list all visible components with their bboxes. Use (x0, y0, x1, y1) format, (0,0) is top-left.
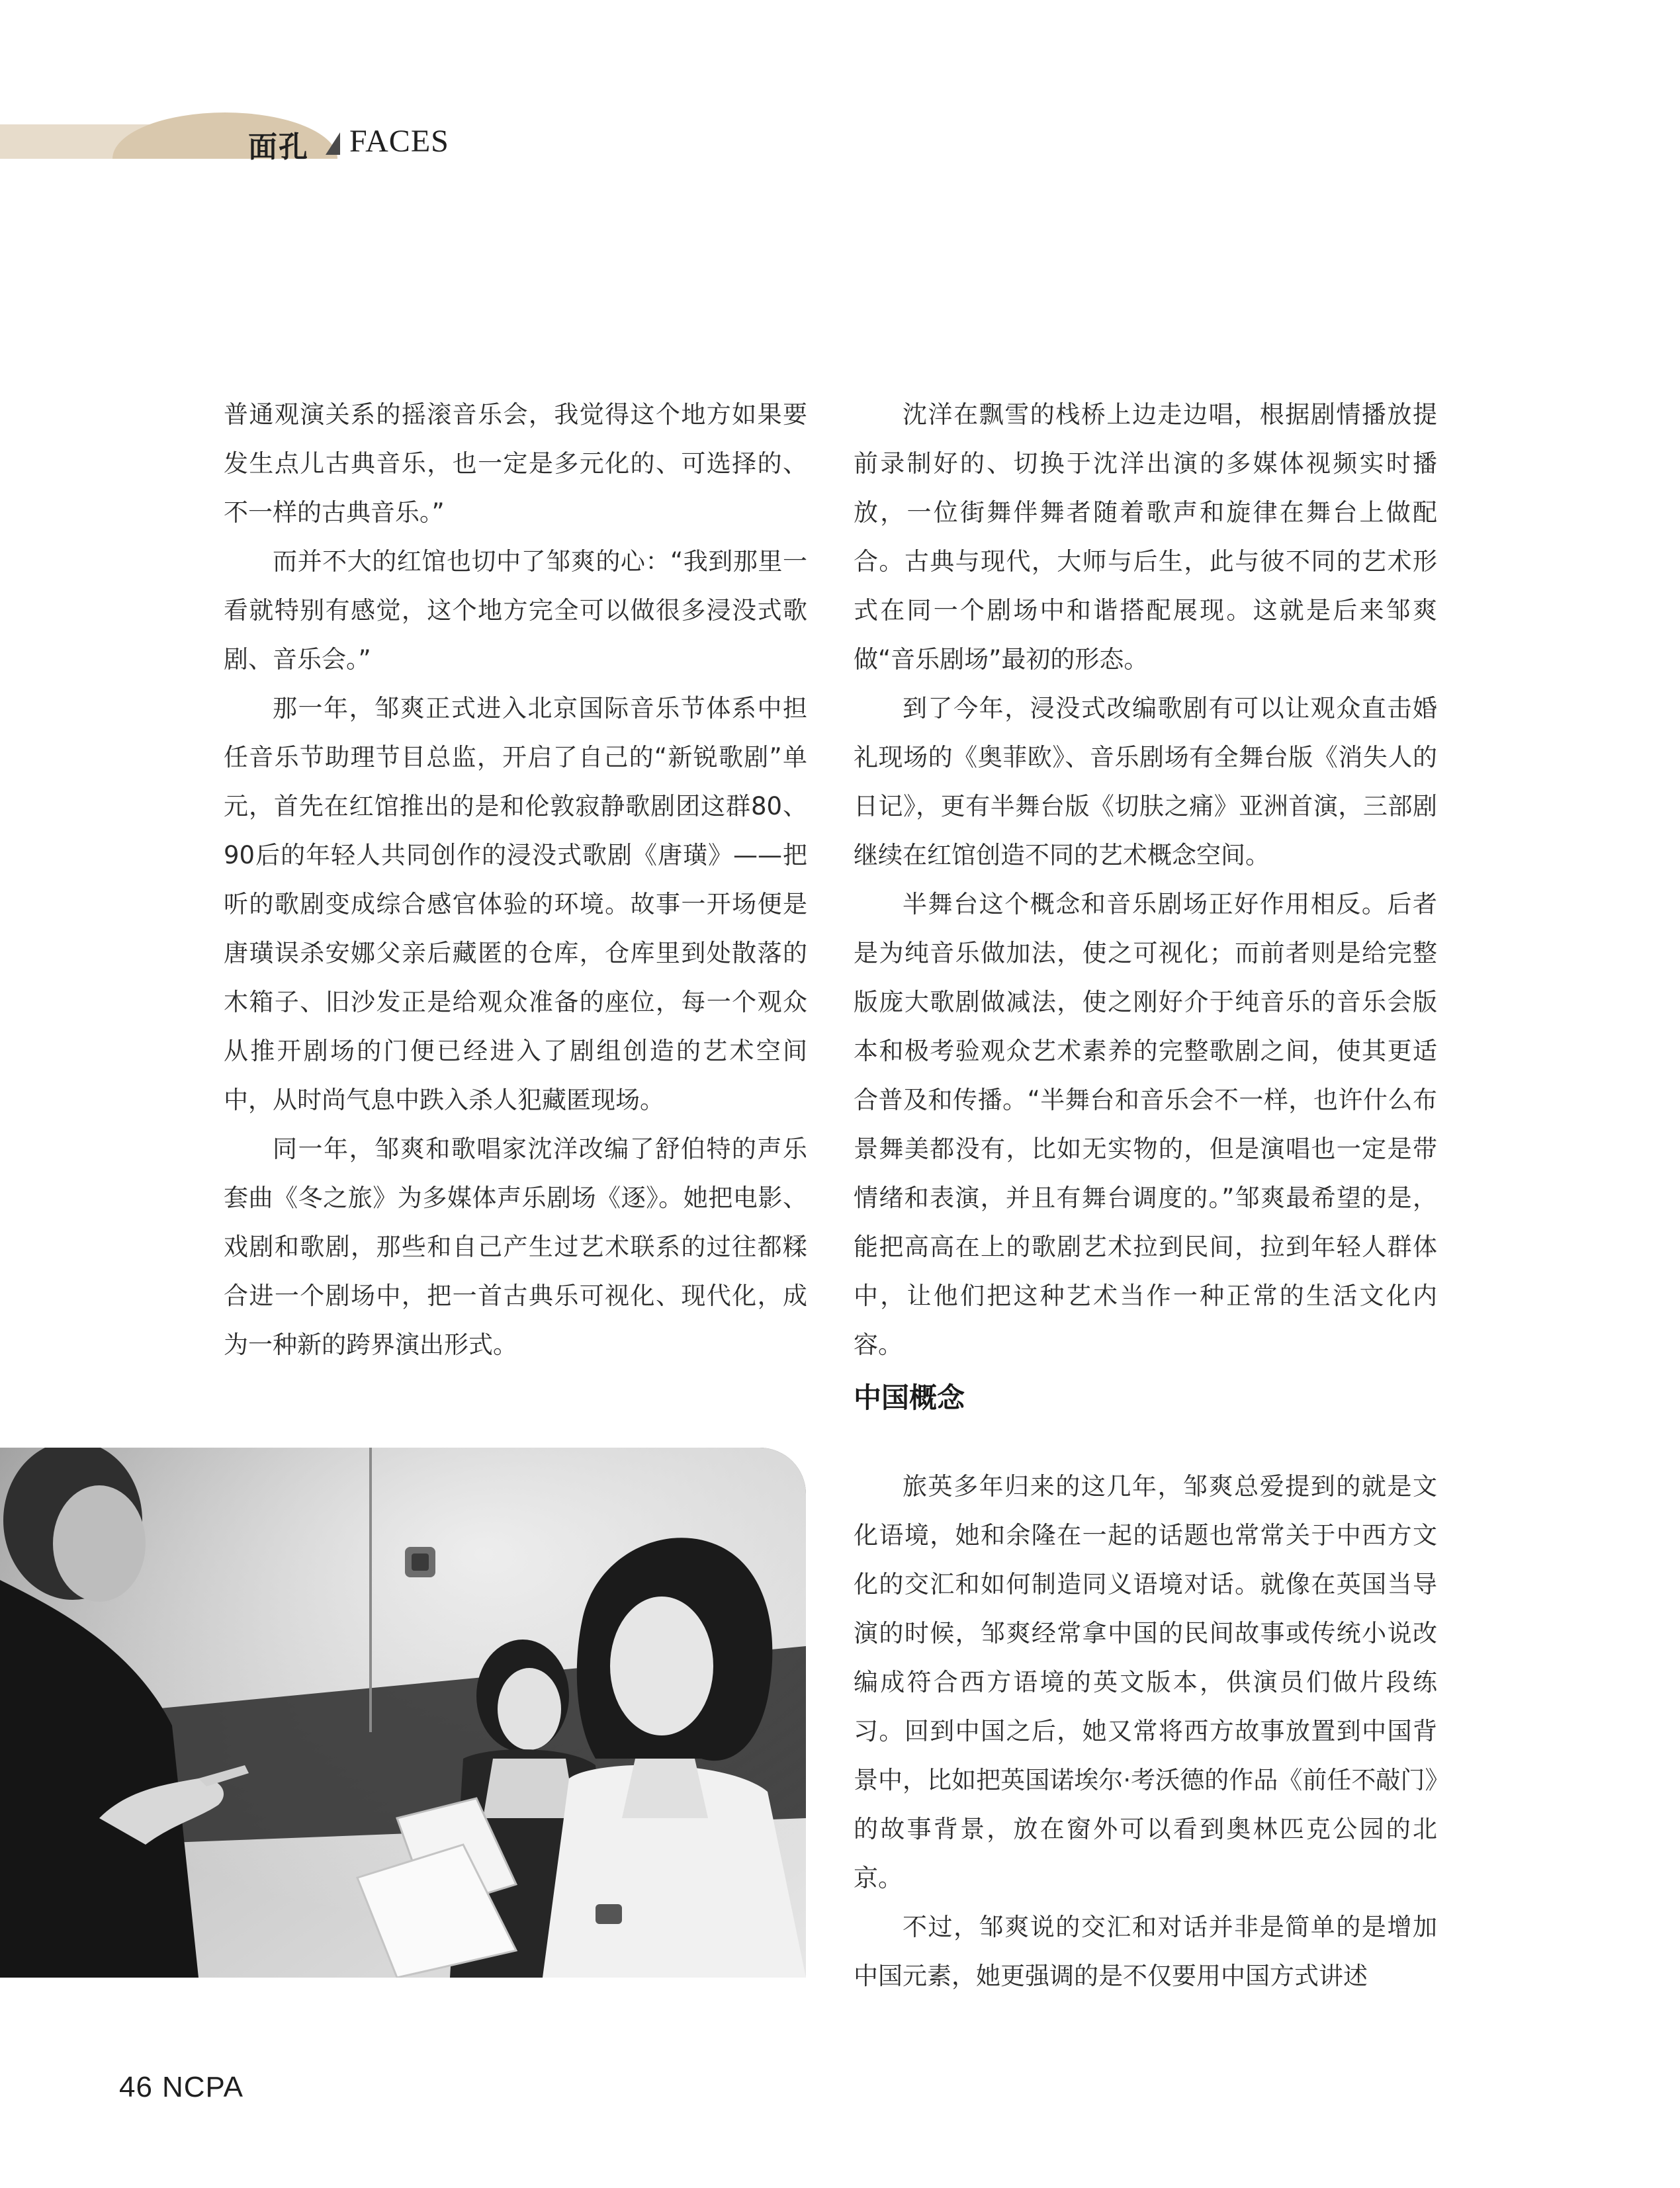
paragraph: 到了今年，浸没式改编歌剧有可以让观众直击婚礼现场的《奥菲欧》、音乐剧场有全舞台版《消失人的日记》，更有半舞台版《切肤之痛》亚洲首演，三部剧继续在红馆创造不同的艺术概念空间。 (854, 694, 1437, 869)
section-title-cn: 面孔 (248, 130, 309, 164)
section-heading: 中国概念 (854, 1381, 965, 1414)
paragraph: 半舞台这个概念和音乐剧场正好作用相反。后者是为纯音乐做加法，使之可视化；而前者则是给完整版庞大歌剧做减法，使之刚好介于纯音乐的音乐会版本和极考验观众艺术素养的完整歌剧之间，使其更适合普及和传播。“半舞台和音乐会不一样，也许什么布景舞美都没有，比如无实物的，但是演唱也一定是带情绪和表演，并且有舞台调度的。”邹爽最希望的是，能把高高在上的歌剧艺术拉到民间，拉到年轻人群体中，让他们把这种艺术当作一种正常的生活文化内容。 (854, 890, 1437, 1359)
paragraph: 普通观演关系的摇滚音乐会，我觉得这个地方如果要发生点儿古典音乐，也一定是多元化的、可选择的、不一样的古典音乐。” (224, 400, 807, 527)
paragraph: 而并不大的红馆也切中了邹爽的心：“我到那里一看就特别有感觉，这个地方完全可以做很多浸没式歌剧、音乐会。” (224, 547, 807, 674)
section-separator (326, 132, 340, 155)
page-number: 46 (119, 2071, 153, 2103)
page-footer (119, 2071, 243, 2104)
paragraph: 不过，邹爽说的交汇和对话并非是简单的是增加中国元素，她更强调的是不仅要用中国方式讲述 (854, 1913, 1437, 1990)
right-text-column-bottom (854, 1462, 1437, 2001)
paragraph: 旅英多年归来的这几年，邹爽总爱提到的就是文化语境，她和余隆在一起的话题也常常关于中西方文化的交汇和如何制造同义语境对话。就像在英国当导演的时候，邹爽经常拿中国的民间故事或传统小说改编成符合西方语境的英文版本，供演员们做片段练习。回到中国之后，她又常将西方故事放置到中国背景中，比如把英国诺埃尔·考沃德的作品《前任不敲门》的故事背景，放在窗外可以看到奥林匹克公园的北京。 (854, 1472, 1437, 1892)
rehearsal-photo (0, 1448, 806, 1978)
paragraph: 那一年，邹爽正式进入北京国际音乐节体系中担任音乐节助理节目总监，开启了自己的“新锐歌剧”单元，首先在红馆推出的是和伦敦寂静歌剧团这群80、90后的年轻人共同创作的浸没式歌剧《唐璜》——把听的歌剧变成综合感官体验的环境。故事一开场便是唐璜误杀安娜父亲后藏匿的仓库，仓库里到处散落的木箱子、旧沙发正是给观众准备的座位，每一个观众从推开剧场的门便已经进入了剧组创造的艺术空间中，从时尚气息中跌入杀人犯藏匿现场。 (224, 694, 807, 1114)
left-text-column (224, 390, 807, 1370)
magazine-name: NCPA (161, 2071, 243, 2103)
paragraph: 同一年，邹爽和歌唱家沈洋改编了舒伯特的声乐套曲《冬之旅》为多媒体声乐剧场《逐》。她把电影、戏剧和歌剧，那些和自己产生过艺术联系的过往都糅合进一个剧场中，把一首古典乐可视化、现代化，成为一种新的跨界演出形式。 (224, 1135, 807, 1359)
right-text-column-top (854, 390, 1437, 1370)
section-title-en: FACES (349, 124, 449, 159)
paragraph: 沈洋在飘雪的栈桥上边走边唱，根据剧情播放提前录制好的、切换于沈洋出演的多媒体视频实时播放，一位街舞伴舞者随着歌声和旋律在舞台上做配合。古典与现代，大师与后生，此与彼不同的艺术形式在同一个剧场中和谐搭配展现。这就是后来邹爽做“音乐剧场”最初的形态。 (854, 400, 1437, 674)
